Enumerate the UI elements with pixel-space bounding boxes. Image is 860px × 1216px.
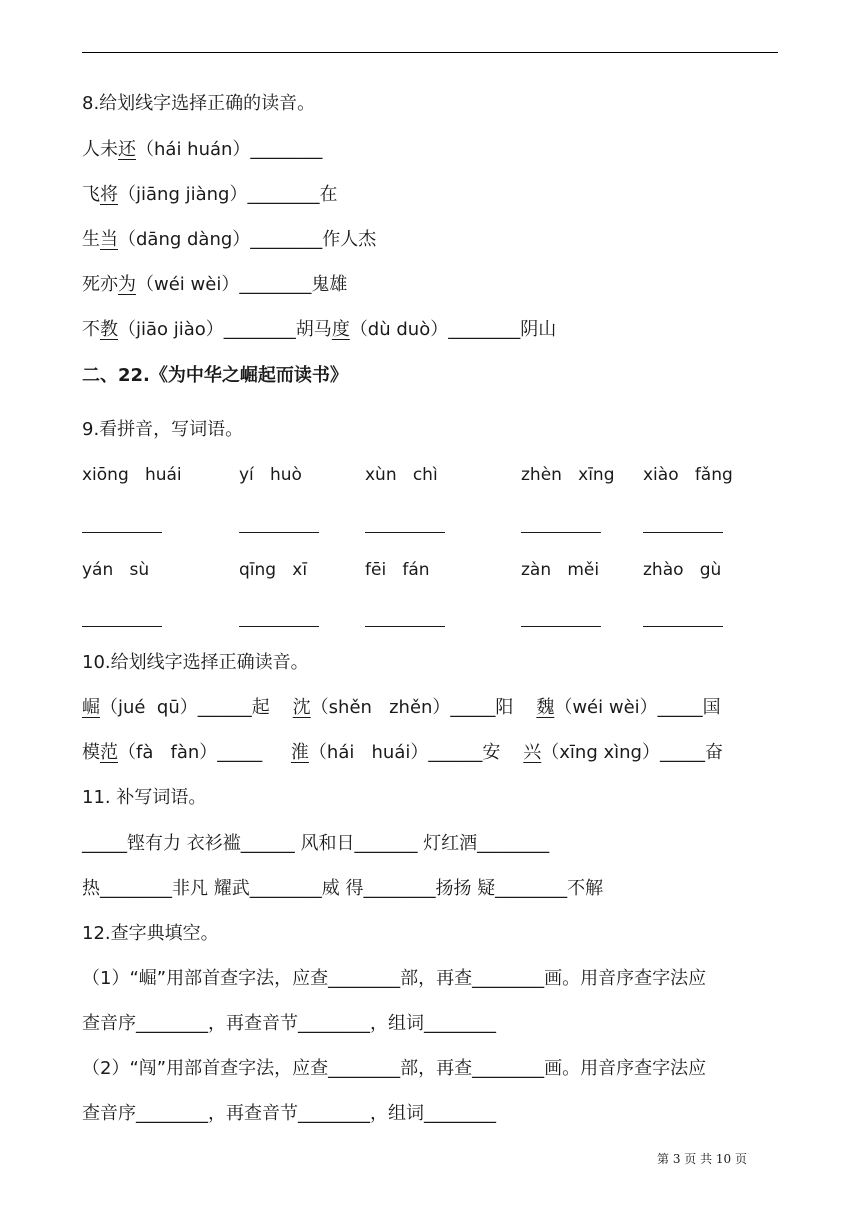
answer-blank bbox=[365, 532, 445, 533]
pinyin-item: zàn měi bbox=[521, 560, 600, 580]
q8-line-2: 飞将（jiāng jiàng）________在 bbox=[82, 184, 338, 205]
q12-line-1: （1）“崛”用部首查字法，应查________部，再查________画。用音序查字法应 bbox=[82, 968, 707, 989]
q8-line-5: 不教（jiāo jiào）________胡马度（dù duò）________阴山 bbox=[82, 319, 557, 340]
q10-title: 10.给划线字选择正确读音。 bbox=[82, 652, 309, 673]
pinyin-item: xùn chì bbox=[365, 465, 438, 485]
q11-line-2: 热________非凡 耀武________威 得________扬扬 疑________不解 bbox=[82, 878, 604, 899]
answer-blank bbox=[521, 532, 601, 533]
pinyin-item: qīng xī bbox=[239, 560, 308, 580]
q10-line-1: 崛（jué qū）______起 沈（shěn zhěn）_____阳 魏（wéi wèi）_____国 bbox=[82, 697, 721, 718]
section-title: 二、22.《为中华之崛起而读书》 bbox=[82, 365, 348, 386]
pinyin-item: xiào fǎng bbox=[643, 465, 733, 485]
answer-blank bbox=[643, 626, 723, 627]
pinyin-item: xiōng huái bbox=[82, 465, 182, 485]
header-rule bbox=[82, 52, 778, 53]
pinyin-item: fēi fán bbox=[365, 560, 430, 580]
answer-blank bbox=[82, 532, 162, 533]
q12-title: 12.查字典填空。 bbox=[82, 923, 219, 944]
answer-blank bbox=[521, 626, 601, 627]
answer-blank bbox=[82, 626, 162, 627]
answer-blank bbox=[239, 626, 319, 627]
pinyin-item: zhèn xīng bbox=[521, 465, 615, 485]
q9-title: 9.看拼音，写词语。 bbox=[82, 419, 244, 440]
q8-line-3: 生当（dāng dàng）________作人杰 bbox=[82, 229, 377, 250]
q11-title: 11. 补写词语。 bbox=[82, 787, 207, 808]
page-footer: 第 3 页 共 10 页 bbox=[657, 1152, 747, 1166]
q8-line-4: 死亦为（wéi wèi）________鬼雄 bbox=[82, 274, 348, 295]
q11-line-1: _____铿有力 衣衫褴______ 风和日_______ 灯红酒________ bbox=[82, 833, 550, 854]
pinyin-item: yí huò bbox=[239, 465, 302, 485]
answer-blank bbox=[239, 532, 319, 533]
q12-line-4: 查音序________，再查音节________，组词________ bbox=[82, 1103, 496, 1124]
answer-blank bbox=[365, 626, 445, 627]
q12-line-3: （2）“闯”用部首查字法，应查________部，再查________画。用音序查字法应 bbox=[82, 1058, 707, 1079]
pinyin-item: zhào gù bbox=[643, 560, 722, 580]
answer-blank bbox=[643, 532, 723, 533]
q8-line-1: 人未还（hái huán）________ bbox=[82, 139, 323, 160]
q10-line-2: 模范（fà fàn）_____ 淮（hái huái）______安 兴（xīng xìng）_____奋 bbox=[82, 742, 723, 763]
q12-line-2: 查音序________，再查音节________，组词________ bbox=[82, 1013, 496, 1034]
pinyin-item: yán sù bbox=[82, 560, 150, 580]
q8-title: 8.给划线字选择正确的读音。 bbox=[82, 93, 316, 114]
